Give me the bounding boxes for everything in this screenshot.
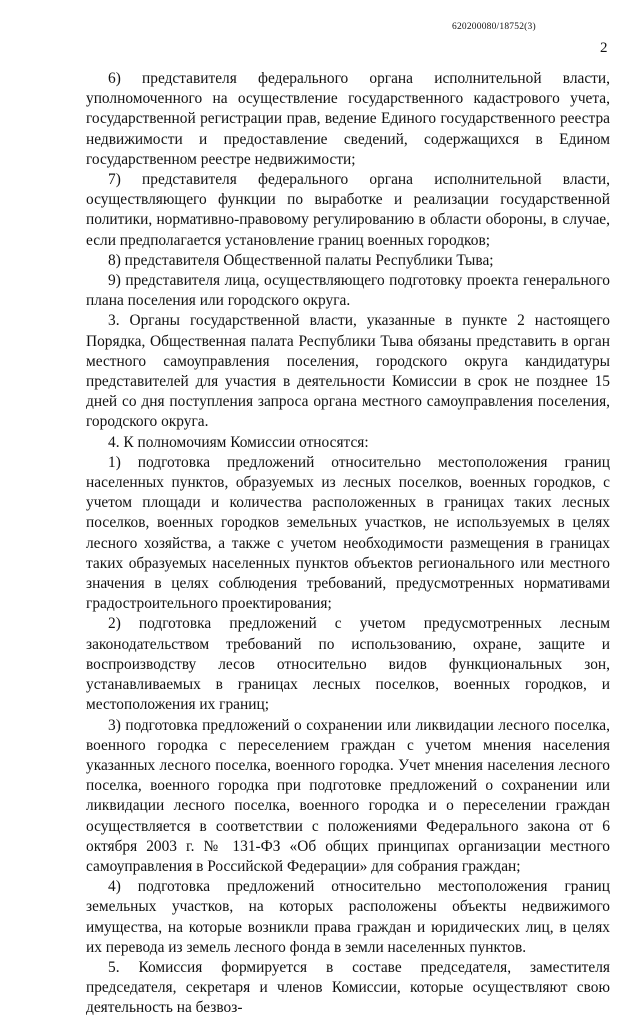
paragraph: 6) представителя федерального органа исполнительной власти, уполномоченного на осуществление государственного кадастрового учета, государственной регистрации прав, ведение Единого государственного реестра недвижимости и предоставление сведений, содержащихся в Едином государственном реестре недвижимости;	[86, 70, 610, 168]
paragraph: 2) подготовка предложений с учетом предусмотренных лесным законодательством требований по использованию, охране, защите и воспроизводству лесов относительно видов функциональных зон, устанавливаемых в границах лесных поселков, военных городков, и местоположения их границ;	[86, 615, 610, 714]
paragraph: 4. К полномочиям Комиссии относятся:	[108, 433, 369, 451]
paragraph: 4) подготовка предложений относительно местоположения границ земельных участков, на которых расположены объекты недвижимого имущества, на которые возникли права граждан и юридических лиц, в целях их перевода из земель лесного фонда в земли населенных пунктов.	[86, 878, 610, 956]
paragraph: 8) представителя Общественной палаты Республики Тыва;	[108, 251, 494, 269]
document-number: 620200080/18752(3)	[452, 22, 536, 32]
paragraph: 9) представителя лица, осуществляющего подготовку проекта генерального плана поселения или городского округа.	[86, 272, 610, 310]
paragraph: 3. Органы государственной власти, указанные в пункте 2 настоящего Порядка, Общественная палата Республики Тыва обязаны представить в орган местного самоуправления поселения, городского округа кандидатуры представителей для участия в деятельности Комиссии в срок не позднее 15 дней со дня поступления запроса органа местного самоуправления поселения, городского округа.	[86, 312, 610, 431]
document-body	[86, 69, 610, 1019]
paragraph: 1) подготовка предложений относительно местоположения границ населенных пунктов, образуемых из лесных поселков, военных городков, с учетом площади и количества расположенных в границах таких лесных поселков, военных городков земельных участков, не используемых в целях лесного хозяйства, а также с учетом необходимости размещения в границах таких образуемых населенных пунктов объектов регионального или местного значения в целях соблюдения требований, предусмотренных нормативами градостроительного проектирования;	[86, 453, 610, 613]
page-number: 2	[600, 40, 608, 56]
paragraph: 5. Комиссия формируется в составе председателя, заместителя председателя, секретаря и членов Комиссии, которые осуществляют свою деятельность на безвоз-	[86, 958, 610, 1017]
paragraph: 3) подготовка предложений о сохранении или ликвидации лесного поселка, военного городка с переселением граждан с учетом мнения населения указанных лесного поселка, военного городка. Учет мнения населения лесного поселка, военного городка при подготовке предложений о сохранении или ликвидации лесного поселка, военного городка и о переселении граждан осуществляется в соответствии с положениями Федерального закона от 6 октября 2003 г. № 131-ФЗ «Об общих принципах организации местного самоуправления в Российской Федерации» для собрания граждан;	[86, 716, 610, 875]
paragraph: 7) представителя федерального органа исполнительной власти, осуществляющего функции по выработке и реализации государственной политики, нормативно-правовому регулированию в области обороны, в случае, если предполагается установление границ военных городков;	[86, 171, 610, 249]
